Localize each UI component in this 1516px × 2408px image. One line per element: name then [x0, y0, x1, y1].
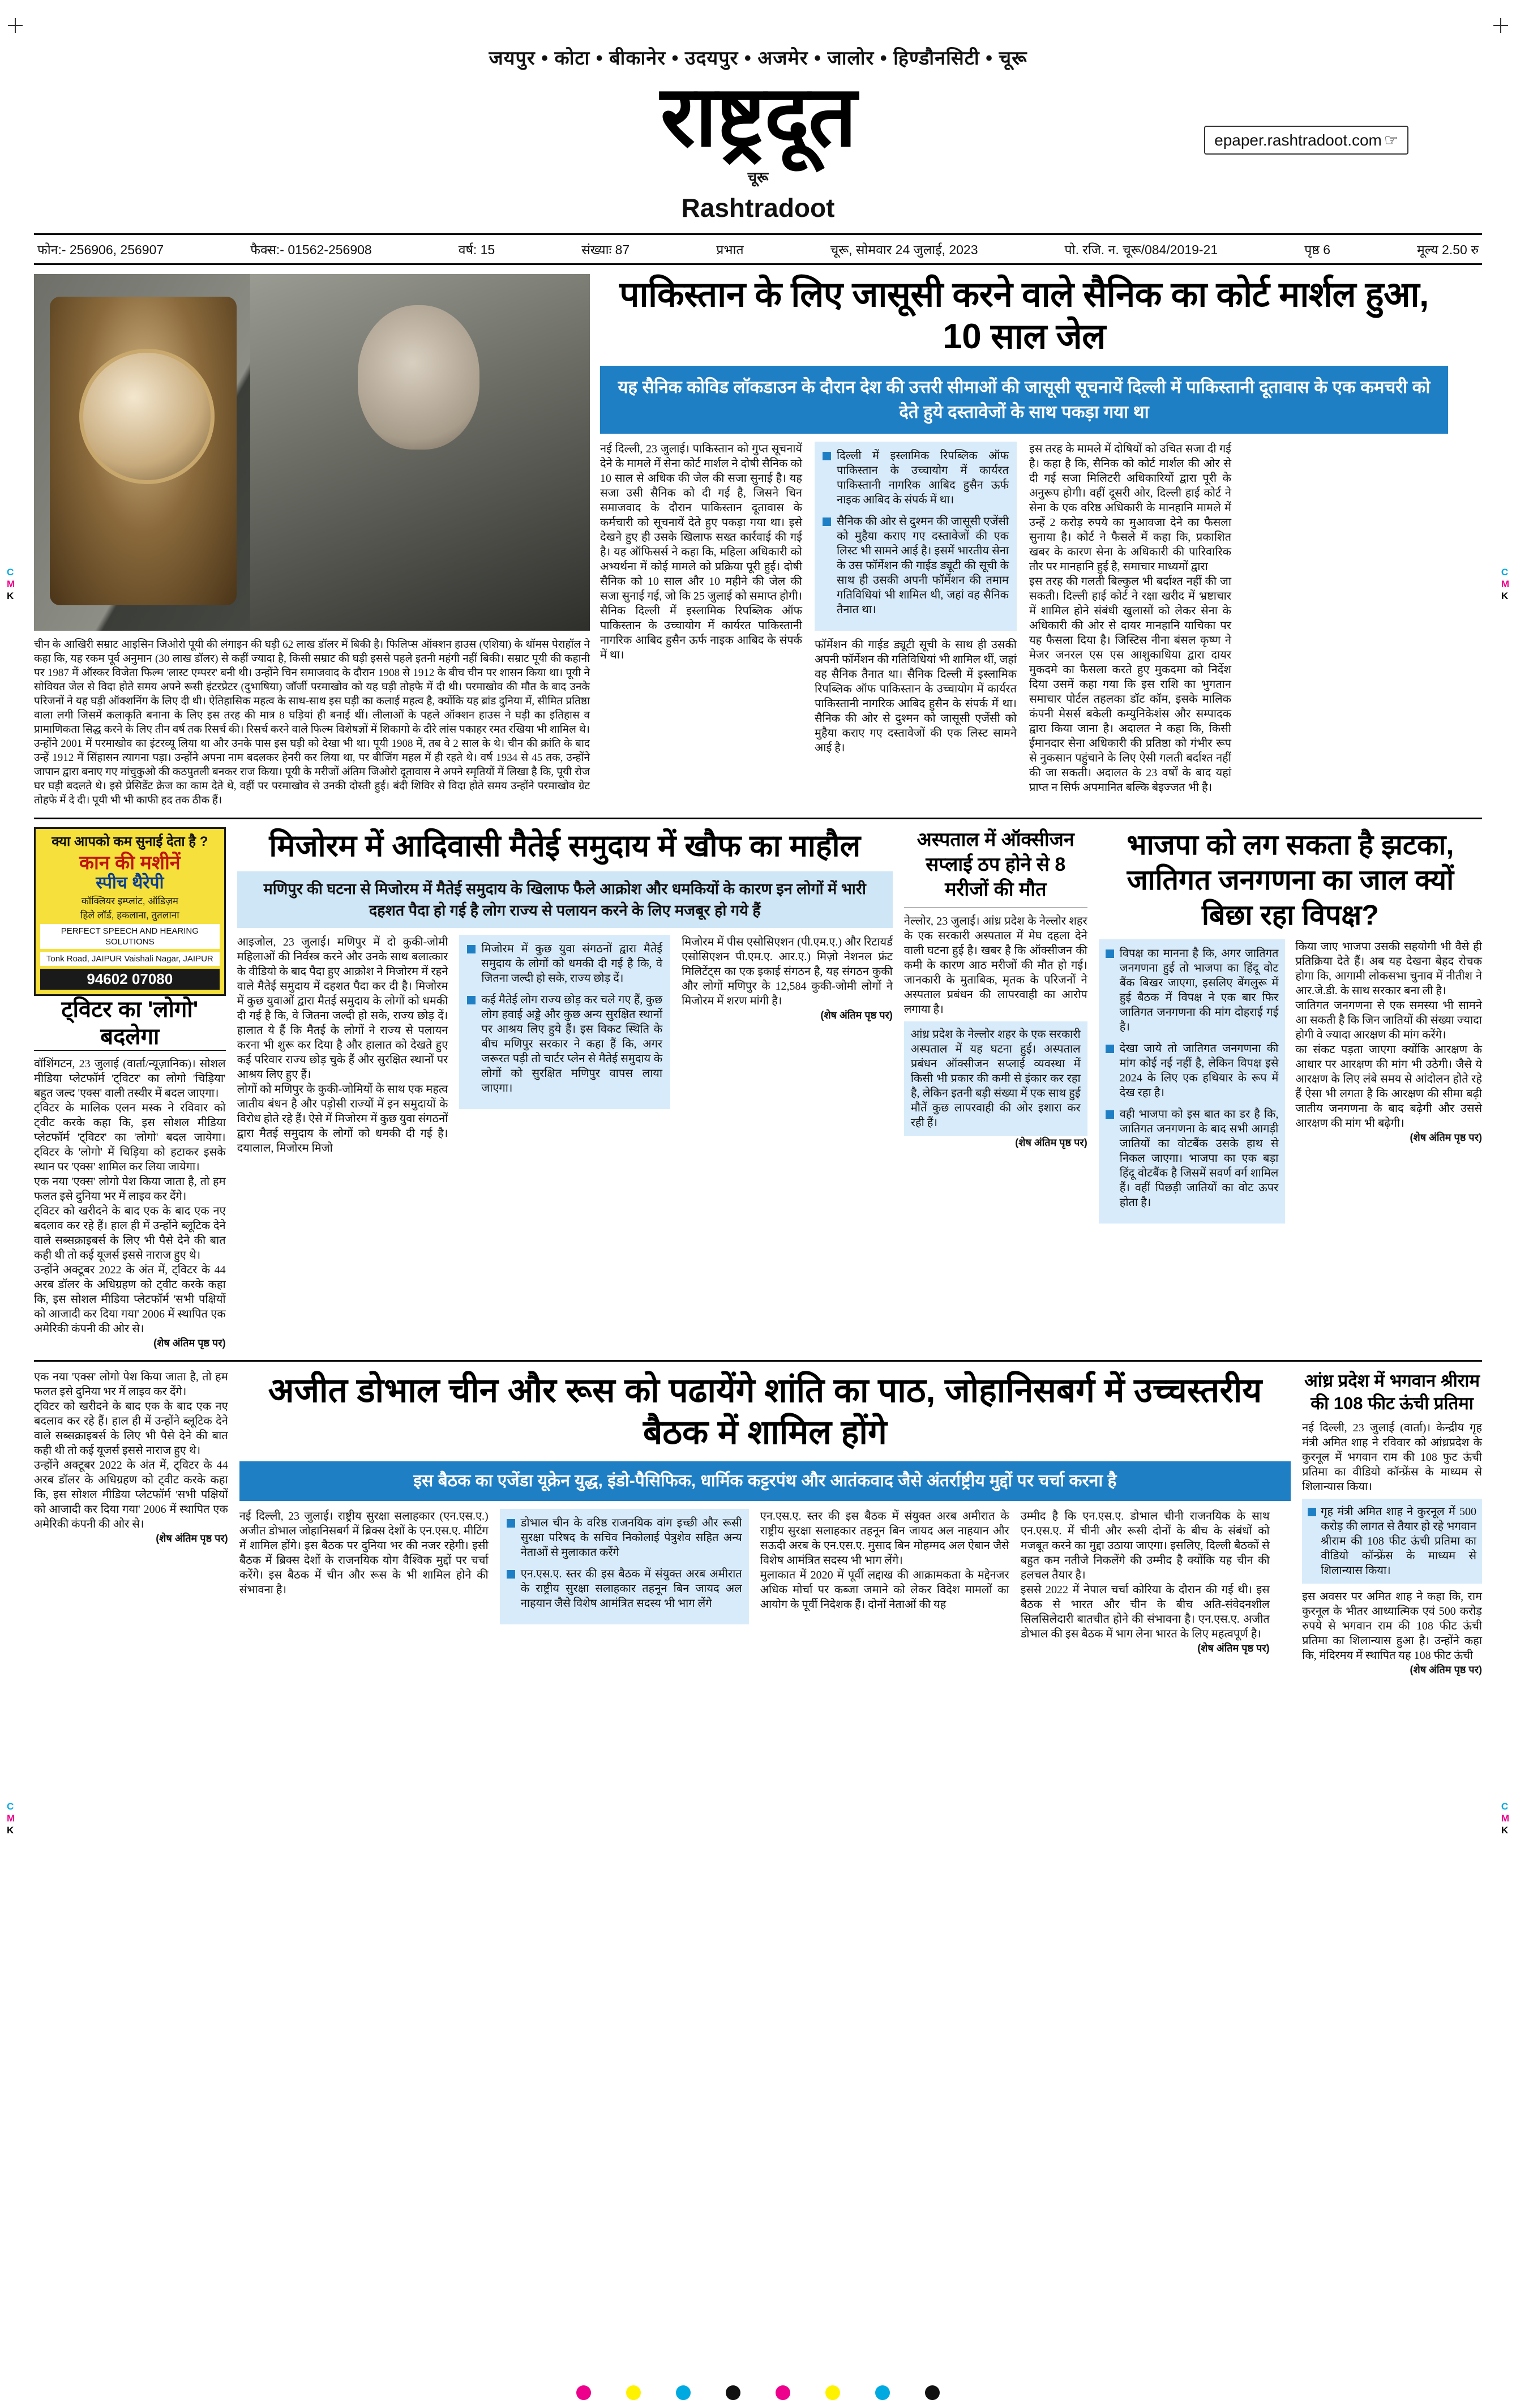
dot-black	[726, 2385, 740, 2400]
dot-yellow-2	[825, 2385, 840, 2400]
oxygen-highlight-box	[904, 1021, 1087, 1136]
andhra-bullet-text: गृह मंत्री अमित शाह ने कुरनूल में 500 करोड़ की लागत से तैयार हो रहे भगवान श्रीराम की 108 फीट ऊंची प्रतिमा का वीडियो कॉन्फ्रेंस के माध्यम से शिलान्यास किया।	[1321, 1505, 1476, 1577]
prabhat-label: प्रभात	[716, 242, 744, 257]
registration-dots	[0, 2385, 1516, 2400]
ad-brand-secondary: स्पीच थैरेपी	[96, 874, 164, 892]
bullet-square-icon	[467, 945, 476, 953]
bullet-square-icon	[1308, 1508, 1316, 1516]
bullet-square-icon	[1106, 949, 1114, 958]
bullet-square-icon	[823, 517, 831, 526]
andhra-col2-text: इस अवसर पर अमित शाह ने कहा कि, राम कुरनूल के भीतर आध्यात्मिक एवं 500 करोड़ रुपये से भगवान राम की 108 फीट ऊंची प्रतिमा का शिलान्यास हुआ है। उन्होंने कहा कि, मंदिरमय में स्थापित यह 108 फीट ऊंची	[1302, 1590, 1482, 1662]
lead-col3-text: इस तरह के मामले में दोषियों को उचित सजा दी गई है। कहा है कि, सैनिक को कोर्ट मार्शल की ओर से दी गई सजा मिलिटरी अधिकारियों द्वारा पूरी के अनुरूप होगी। वहीं दूसरी ओर, दिल्ली हाई कोर्ट ने सेना के एक वरिष्ठ अधिकारी के मानहानि मामले में उन्हें 2 करोड़ रुपये का मुआवजा देने का फैसला सुनाया है। कोर्ट ने फैसले में कहा कि, प्रकाशित खबर के कारण सेना के अधिकारी की पारिवारिक तौर पर मानहानि हुई है, समाचार माध्यमों द्वारा	[1029, 443, 1231, 573]
bjp-headline: भाजपा को लग सकता है झटका, जातिगत जनगणना का जाल क्यों बिछा रहा विपक्ष?	[1127, 829, 1454, 931]
bjp-column-2	[1295, 939, 1482, 1224]
doval-col2b-text: मुलाकात में 2020 में पूर्वी लद्दाख की आक्रामकता के मद्देनजर अधिक मोर्चा पर कब्जा जमाने को लेकर विदेश मामलों का आयोग के पूर्वी निदेशक हैं। दोनों नेताओं की यह	[760, 1569, 1009, 1611]
twitter-p1: ट्विटर के मालिक एलन मस्क ने रविवार को ट्वीट करके कहा कि, इस सोशल मीडिया प्लेटफॉर्म 'ट्विटर' का 'लोगो' बदल जायेगा। ट्विटर के 'लोगो' में चिड़िया को हटाकर इसके स्थान पर 'एक्स' शामिल कर लिया जायेगा।	[34, 1102, 226, 1173]
mizoram-bullet-2	[467, 993, 662, 1096]
bullet-square-icon	[507, 1519, 515, 1528]
doval-column-3	[760, 1509, 1009, 1655]
dot-yellow	[626, 2385, 641, 2400]
edition-name: चूरू	[747, 169, 769, 186]
lead-col2-box	[815, 442, 1017, 631]
advertisement-hearing-aid[interactable]	[34, 827, 226, 996]
oxygen-headline: अस्पताल में ऑक्सीजन सप्लाई ठप होने से 8 मरीजों की मौत	[917, 829, 1074, 900]
bjp-col2-text: का संकट पड़ता जाएगा क्योंकि आरक्षण के आधार पर आरक्षण की मांग भी उठेगी। जैसे ये आरक्षण के लिए लंबे समय से आंदोलन होते रहे हैं ऐसा भी लगता है कि आरक्षण की सीमा बढ़ी जातीय जनगणना के बाद बढ़ेगी और उससे आरक्षण की मांग भी बढ़ेगी।	[1295, 1043, 1482, 1130]
issue-info: संख्याः 87	[581, 242, 630, 257]
place-date: चूरू, सोमवार 24 जुलाई, 2023	[830, 242, 978, 257]
bjp-bullet-1	[1106, 946, 1279, 1034]
lead-bullet-1	[823, 448, 1009, 507]
mizoram-col3-text: मिजोरम में पीस एसोसिएशन (पी.एम.ए.) और रिटायर्ड एसोसिएशन पी.एम.ए. आर.ए.) मिज़ो नेशनल फ्रंट मिलिटेंट्स का एक इकाई संगठन है, यह संगठन कुकी और लोगों मणिपुर के 12,584 कुकी-जोमी लोगों ने मिजोरम में शरण मांगी है।	[682, 936, 893, 1007]
bullet-square-icon	[823, 452, 831, 460]
photo-story	[34, 274, 600, 807]
continued-note: (शेष अंतिम पृष्ठ पर)	[1410, 1132, 1482, 1143]
mizoram-story	[237, 827, 893, 1350]
lead-column-3	[1029, 442, 1231, 795]
mizoram-column-3	[682, 935, 893, 1156]
lead-col3-text-b: इस तरह की गलती बिल्कुल भी बर्दाश्त नहीं की जा सकती। दिल्ली हाई कोर्ट ने रक्षा खरीद में भ्रष्टाचार में शामिल होने संबंधी खुलासों को लेकर सेना के अधिकारी की ओर से दायर मानहानि याचिका पर यह फैसला दिया है। जिस्टिस नीना बंसल कृष्ण ने मेजर जनरल एस एस आशुकाधिया द्वारा दायर मुकदमे का फैसला करते हुए मुकदमा को निर्देश दिया उसमें कहा गया कि इस राशि का भुगतान समाचार पोर्टल तहलका डॉट कॉम, इसके मालिक कंपनी मेसर्स बकेली कम्युनिकेशंस और सम्पादक द्वारा किया जाना है। अदालत ने कहा कि, किसी ईमानदार सेना अधिकारी की प्रतिष्ठा को गंभीर रूप से नुकसान पहुंचाने के लिए ऐसी गलती बर्दाश्त नहीं की जा सकती। अदालत के 23 वर्षों के बाद यहां प्राप्त न सिर्फ अपमानित बल्कि बेइज्जत भी है।	[1029, 575, 1231, 794]
newspaper-name-english: Rashtradoot	[681, 193, 835, 223]
mizoram-col2b-text: लोगों को मणिपुर के कुकी-जोमियों के साथ एक महत्व जातीय बंधन है और पड़ोसी राज्यों में इन समुदायों के विरोध होते रहे हैं। ऐसे में मिजोरम में कुछ युवा संगठनों द्वारा मैतई समुदाय के लोगों को धमकी दी गई है। दयालाल, मिजोरम मिजो	[237, 1083, 448, 1154]
bjp-bullet-3-text: वही भाजपा को इस बात का डर है कि, जातिगत जनगणना के बाद सभी आगड़ी जातियों का वोटबैंक उसके हाथ से निकल जाएगा। भाजपा का एक बड़ा हिंदू वोटबैंक है जिसमें सवर्ण वर्ग शामिल हैं। वहीं पिछड़ी जातियों का वोट ऊपर होता है।	[1119, 1108, 1279, 1209]
oxygen-story	[904, 827, 1087, 1350]
dot-black-2	[925, 2385, 940, 2400]
bjp-columns	[1099, 939, 1482, 1224]
bullet-square-icon	[1106, 1045, 1114, 1053]
twitter-p3: ट्विटर को खरीदने के बाद एक के बाद एक नए बदलाव कर रहे हैं। हाल ही में उन्होंने ब्लूटिक देने वाले सब्सक्राइबर्स के लिए भी पैसे देने की बात कही थी तो कई यूजर्स इससे नाराज हुए थे।	[34, 1205, 226, 1261]
twitter-dateline: वॉशिंगटन, 23 जुलाई (वार्ता/न्यूज़ानिक)। सोशल मीडिया प्लेटफॉर्म 'ट्विटर' का लोगो 'चिड़िया' बहुत जल्द 'एक्स' वाली तस्वीर में बदल जाएगा।	[34, 1058, 226, 1100]
bjp-bullet-box	[1099, 939, 1286, 1224]
top-section	[34, 274, 1482, 807]
doval-bullet-box	[500, 1509, 749, 1624]
photo-caption: चीन के आखिरी सम्राट आइसिन जिओरो पूयी की लंगाइन की घड़ी 62 लाख डॉलर में बिकी है। फिलिप्स ऑक्शन हाउस (एशिया) के थॉमस पेराहॉल ने कहा कि, यह रकम पूर्व अनुमान (30 लाख डॉलर) से कहीं ज्यादा है, किसी सम्राट की घड़ी इससे पहले इतनी महंगी नहीं बिकी। सम्राट पूयी की कहानी पर 1987 में ऑस्कर विजेता फिल्म 'लास्ट एम्परर' बनी थी। उन्होंने चिन समाजवाद के दौरान 1908 से 1912 के बीच चीन पर शासन किया था। पूयी ने सोवियत जेल से विदा होते समय अपने रूसी इंटरप्रेटर (दुभाषिया) जॉर्जी परमाखोव को यह घड़ी तोहफे में दी थी। परमाखोव की मौत के बाद उनके परिजनों ने यह घड़ी ऑक्शनिंग के लिए दी थी। ऐतिहासिक महत्व के साथ-साथ इस घड़ी का कलाई महत्व है, क्योंकि यह ब्रांड दुनिया में, सीमित प्रतिष्ठा वाला लगी जिसमें कलाकृति बनाना के लिए इस तरह की मात्र 8 घड़ियां ही बनाई थीं। लीलाओं के पहले ऑक्शन हाउस ने घड़ी का इतिहास व प्रामाणिकता सिद्ध करने के लिए तीन वर्ष तक रिसर्च की। रिसर्च करने वाले फिल्म विशेषज्ञों में शिकागो के दौरे लांस पकाहर रमत रखिया भी शामिल थे। उन्होंने 2001 में परमाखोव का इंटरव्यू लिया था और उनके पास इस घड़ी को देखा भी था। पूयी 1908 में, तब वे 2 साल के थे। चीन की क्रांति के बाद उन्हें 1912 में सिंहासन त्यागना पड़ा। उन्होंने अपना नाम बदलकर हेनरी कर लिया था, पर बीजिंग महल में ही रहते थे। वर्ष 1934 से 45 तक, उन्होंने जापान द्वारा बनाए गए मांचुकुओ की कठपुतली बनकर राज किया। पूयी के मरीजों अंतिम जिओरो दूतावास ने अपने स्मृतियों में लिखा है कि, पूयी रोज घर घड़ी बदलते थे। इसे प्रेसिडेंट क्रेज का काम देते थे, वहीं पर परमाखोव से उनकी दोस्ती हुई। बंदी शिविर से विदा होते समय उन्होंने परमाखोव ग्रेट तोहफे में दे दी। पूयी भी भी काफी हद तक ठीक हैं।	[34, 639, 590, 806]
andhra-bullet-box	[1302, 1499, 1482, 1584]
bjp-story	[1099, 827, 1482, 1350]
lead-bullet-2-text: सैनिक की ओर से दुश्मन की जासूसी एजेंसी को मुहैया कराए गए दस्तावेजों की एक लिस्ट भी सामने आई है। इसमें भारतीय सेना के उस फॉर्मेशन की गाईड ड्यूटी की सूची के साथ ही उसकी अपनी फॉर्मेशन की तमाम गतिविधियां भी शामिल थी, जहां वह सैनिक तैनात था।	[837, 515, 1009, 616]
doval-column-4	[1021, 1509, 1270, 1655]
ad-address: Tonk Road, JAIPUR Vaishali Nagar, JAIPUR	[40, 952, 220, 966]
mizoram-bullet-1-text: मिजोरम में कुछ युवा संगठनों द्वारा मैतेई समुदाय के लोगों को धमकी दी गई है कि, वे जितना जल्दी हो सके, राज्य छोड़ दें।	[481, 943, 663, 985]
bjp-bullet-2	[1106, 1041, 1279, 1100]
doval-bullet-1	[507, 1516, 742, 1560]
watch-image	[50, 297, 237, 605]
cmyk-mark-right: C M K	[1501, 567, 1509, 601]
twitter-extra-3: उन्होंने अक्टूबर 2022 के अंत में, ट्विटर के 44 अरब डॉलर के अधिग्रहण को ट्वीट करके कहा कि, इस सोशल मीडिया प्लेटफॉर्म 'सभी पक्षियों को आजादी कर दिया गया' 2006 में स्थापित एक अमेरिकी कंपनी की ओर से।	[34, 1459, 228, 1530]
edition-cities: जयपुर • कोटा • बीकानेर • उदयपुर • अजमेर • जालोर • हिण्डौनसिटी • चूरू	[489, 48, 1027, 69]
cmyk-mark-left: C M K	[7, 567, 15, 601]
bjp-bullet-3	[1106, 1107, 1279, 1210]
lead-col2-text: फॉर्मेशन की गाईड ड्यूटी सूची के साथ ही उसकी अपनी फॉर्मेशन की गतिविधियां भी शामिल थीं, जहां वह सैनिक तैनात था। सैनिक दिल्ली में इस्लामिक रिपब्लिक ऑफ पाकिस्तान के उच्चायोग में कार्यरत पाकिस्तानी नागरिक आबिद हुसैन के संपर्क में था। सैनिक की ओर से दुश्मन को जासूसी एजेंसी को मुहैया कराए गए दस्तावेजों की एक लिस्ट सामने आई है।	[815, 639, 1017, 754]
mizoram-bullet-2-text: कई मैतेई लोग राज्य छोड़ कर चले गए हैं, कुछ लोग हवाई अड्डे और कुछ अन्य सुरक्षित स्थानों पर आश्रय लिए हुये हैं। इस विकट स्थिति के बीच मणिपुर सरकार ने कहा हैं कि, अगर जरूरत पड़ी तो चार्टर प्लेन से मैतेई समुदाय के लोगों को सुरक्षित मणिपुर वापस लाया जाएगा।	[481, 994, 663, 1094]
dot-magenta-2	[776, 2385, 790, 2400]
divider	[34, 1050, 226, 1051]
doval-columns	[239, 1509, 1291, 1655]
continued-note: (शेष अंतिम पृष्ठ पर)	[1410, 1664, 1482, 1675]
continued-note: (शेष अंतिम पृष्ठ पर)	[1015, 1137, 1087, 1148]
crop-mark	[1500, 18, 1501, 33]
lead-columns	[600, 442, 1448, 795]
info-bar	[34, 233, 1482, 265]
mizoram-subhead: मणिपुर की घटना से मिजोरम में मैतेई समुदाय के खिलाफ फैले आक्रोश और धमकियों के कारण इन लोगों में भारी दहशत पैदा हो गई है लोग राज्य से पलायन करने के लिए मजबूर हो गये हैं	[237, 871, 893, 928]
ad-and-twitter-column	[34, 827, 226, 1350]
ad-line1: कॉक्लियर इम्प्लांट, ऑडिज़म	[81, 896, 178, 906]
cmyk-mark-left-2: C M K	[7, 1801, 15, 1836]
doval-bullet-1-text: डोभाल चीन के वरिष्ठ राजनयिक वांग इच्छी और रूसी सुरक्षा परिषद के सचिव निकोलाई पेत्रुशेव सहित अन्य नेताओं से मुलाकात करेंगे	[520, 1517, 742, 1559]
price: मूल्य 2.50 रु	[1417, 242, 1479, 257]
bjp-column-1	[1099, 939, 1286, 1224]
mizoram-headline: मिजोरम में आदिवासी मैतेई समुदाय में खौफ का माहौल	[269, 829, 861, 863]
bjp-col1b-text: जातिगत जनगणना से एक समस्या भी सामने आ सकती है कि जिन जातियों की संख्या ज्यादा होगी वे ज्यादा आरक्षण की मांग करेंगे।	[1295, 999, 1482, 1041]
mizoram-bullet-1	[467, 942, 662, 986]
ad-phone[interactable]: 94602 07080	[40, 969, 220, 990]
phone-info: फोन:- 256906, 256907	[37, 242, 164, 257]
ad-brand: कान की मशीनें	[79, 852, 181, 874]
newspaper-logo: राष्ट्रदूत	[660, 69, 856, 164]
oxygen-dateline: नेल्लोर, 23 जुलाई। आंध्र प्रदेश के नेल्लोर शहर के एक सरकारी अस्पताल में मेघ दहला देने वाली घटना हुई है। खबर है कि ऑक्सीजन की कमी के कारण आठ मरीजों की मौत हो गई। जानकारी के मुताबिक, मृतक के परिजनों ने अस्पताल प्रबंधन की लापरवाही का आरोप लगाया है।	[903, 915, 1087, 1016]
twitter-extra-1: एक नया 'एक्स' लोगो पेश किया जाता है, तो हम फलत इसे दुनिया भर में लाइव कर देंगे।	[34, 1371, 228, 1398]
page-count: पृष्ठ 6	[1304, 242, 1330, 257]
lead-headline: पाकिस्तान के लिए जासूसी करने वाले सैनिक का कोर्ट मार्शल हुआ, 10 साल जेल	[619, 275, 1429, 356]
dot-magenta	[576, 2385, 591, 2400]
epaper-url: epaper.rashtradoot.com	[1214, 131, 1382, 149]
lead-column-2	[815, 442, 1017, 795]
cursor-icon: ☞	[1384, 131, 1398, 149]
mizoram-columns	[237, 935, 893, 1156]
andhra-headline: आंध्र प्रदेश में भगवान श्रीराम की 108 फीट ऊंची प्रतिमा	[1304, 1371, 1480, 1413]
dot-cyan-2	[875, 2385, 890, 2400]
registration-info: पो. रजि. न. चूरू/084/2019-21	[1064, 242, 1218, 257]
andhra-col1-text: नई दिल्ली, 23 जुलाई (वार्ता)। केन्द्रीय गृह मंत्री अमित शाह ने रविवार को आंध्रप्रदेश के कुरनूल में भगवान राम की 108 फुट ऊंची प्रतिमा का वीडियो कॉन्फ्रेंस के माध्यम से शिलान्यास किया।	[1302, 1422, 1482, 1493]
twitter-extra-2: ट्विटर को खरीदने के बाद एक के बाद एक नए बदलाव कर रहे हैं। हाल ही में उन्होंने ब्लूटिक देने वाले सब्सक्राइबर्स के लिए भी पैसे देने की बात कही थी तो कई यूजर्स इससे नाराज हुए थे।	[34, 1400, 228, 1457]
oxygen-highlight-text: आंध्र प्रदेश के नेल्लोर शहर के एक सरकारी अस्पताल में यह घटना हुई। अस्पताल प्रबंधन ऑक्सीजन सप्लाई व्यवस्था में किसी भी प्रकार की कमी से इंकार कर रहा है, लेकिन इतनी बड़ी संख्या में एक साथ हुई मौतें कुछ लापरवाही की ओर इशारा कर रही हैं।	[910, 1028, 1081, 1129]
cmyk-mark-right-2: C M K	[1501, 1801, 1509, 1836]
twitter-p4: उन्होंने अक्टूबर 2022 के अंत में, ट्विटर के 44 अरब डॉलर के अधिग्रहण को ट्वीट करके कहा कि, इस सोशल मीडिया प्लेटफॉर्म 'सभी पक्षियों को आजादी कर दिया गया' 2006 में स्थापित एक अमेरिकी कंपनी की ओर से।	[34, 1264, 226, 1335]
andhra-story	[1302, 1370, 1482, 1676]
doval-subhead: इस बैठक का एजेंडा यूक्रेन युद्ध, इंडो-पैसिफिक, धार्मिक कट्टरपंथ और आतंकवाद जैसे अंतर्राष्ट्रीय मुद्दों पर चर्चा करना है	[239, 1461, 1291, 1501]
bjp-col1-text: किया जाए भाजपा उसकी सहयोगी भी वैसे ही प्रतिक्रिया देते हैं। अब यह देखना बेहद रोचक होगा कि, आगामी लोकसभा चुनाव में नीतीश ने आर.जे.डी. के साथ सरकार बना ली है।	[1295, 940, 1482, 997]
bjp-bullet-1-text: विपक्ष का मानना है कि, अगर जातिगत जनगणना हुई तो भाजपा का हिंदू वोट बैंक बिखर जाएगा, इसलिए बेंगलुरू में हुई बैठक में विपक्ष ने एक बार फिर जातिगत जनगणना की मांग दोहराई गई है।	[1119, 947, 1279, 1033]
lead-bullet-2	[823, 514, 1009, 617]
mizoram-bullet-box	[459, 935, 670, 1109]
doval-col2-text: एन.एस.ए. स्तर की इस बैठक में संयुक्त अरब अमीरात के राष्ट्रीय सुरक्षा सलाहकार तहनून बिन जायद अल नाहयान और सऊदी अरब के एन.एस.ए. मुसाद बिन मोहम्मद अल ऐबान जैसे विशेष आमंत्रित सदस्य भी भाग लेंगे।	[760, 1510, 1009, 1567]
dot-cyan	[676, 2385, 691, 2400]
twitter-headline: ट्विटर का 'लोगो' बदलेगा	[61, 997, 199, 1049]
doval-bullet-2	[507, 1567, 742, 1611]
third-section	[34, 1360, 1482, 1676]
bullet-square-icon	[507, 1570, 515, 1579]
twitter-continuation-column	[34, 1370, 228, 1676]
lead-photo	[34, 274, 590, 631]
bjp-bullet-2-text: देखा जाये तो जातिगत जनगणना की मांग कोई नई नहीं है, लेकिन विपक्ष इसे 2024 के लिए एक हथियार के रूप में देख रहा है।	[1119, 1042, 1279, 1099]
continued-note: (शेष अंतिम पृष्ठ पर)	[820, 1010, 893, 1021]
lead-bullet-1-text: दिल्ली में इस्लामिक रिपब्लिक ऑफ पाकिस्तान के उच्चायोग में कार्यरत पाकिस्तानी नागरिक आबिद हुसैन ऊर्फ नाइक आबिद के संपर्क में था।	[837, 450, 1009, 506]
masthead	[34, 0, 1482, 223]
epaper-link[interactable]	[1204, 126, 1408, 155]
year-info: वर्ष: 15	[458, 242, 495, 257]
emperor-portrait	[250, 274, 590, 631]
continued-note: (शेष अंतिम पृष्ठ पर)	[153, 1337, 226, 1349]
lead-col1-text: नई दिल्ली, 23 जुलाई। पाकिस्तान को गुप्त सूचनायें देने के मामले में सेना कोर्ट मार्शल ने दोषी सैनिक को 10 साल से अधिक की जेल की सजा सुनाई है। यह सजा उसी सैनिक को दी गई है, जिसने चिन समाजवाद के दौरान पाकिस्तान दूतावास के कर्मचारी को सूचनायें देते हुए पकड़ा गया था। इसे देखने हुए ही उसके खिलाफ सख्त कार्रवाई की गई है। यह ऑफिसर्स ने कहा कि, महिला अधिकारी को अभ्यर्थना में कोई मामले को प्रक्रिया पूरी हुई। दोषी सैनिक को 10 साल और 10 महीने की जेल की सजा सुनाई गई, जो कि 25 जुलाई को समाप्त होगी। सैनिक दिल्ली में इस्लामिक रिपब्लिक ऑफ पाकिस्तान के उच्चायोग में कार्यरत पाकिस्तानी नागरिक आबिद हुसैन ऊर्फ नाइक आबिद के संपर्क में था।	[600, 443, 802, 661]
ad-question: क्या आपको कम सुनाई देता है ?	[52, 834, 208, 849]
mizoram-column-1	[237, 935, 448, 1156]
mizoram-col2-text: आइजोल, 23 जुलाई। मणिपुर में दो कुकी-जोमी महिलाओं की निर्वस्त्र करने और उनके साथ बलात्कार के वीडियो के बाद पैदा हुए आक्रोश ने मिजोरम में रहने वाले मैतेई समुदाय में दहशत पैदा कर दी है। मिजोरम में कुछ युवाओं द्वारा मैतई समुदाय के लोगों को धमकी दी गई है कि, वे जितना जल्दी हो सके, राज्य छोड़ दें। हालात ये हैं कि मैतई के लोगों ने राज्य से पलायन करना भी शुरू कर दिया है और हालात को देखते हुए कई परिवार राज्य छोड़ चुके हैं और सुरक्षित स्थानों पर आश्रय लिए हुए हैं।	[237, 936, 448, 1081]
doval-headline: अजीत डोभाल चीन और रूस को पढायेंगे शांति का पाठ, जोहानिसबर्ग में उच्चस्तरीय बैठक में शामिल होंगे	[268, 1371, 1262, 1451]
continued-note: (शेष अंतिम पृष्ठ पर)	[1197, 1643, 1270, 1654]
second-section	[34, 818, 1482, 1350]
lead-subhead: यह सैनिक कोविड लॉकडाउन के दौरान देश की उत्तरी सीमाओं की जासूसी सूचनायें दिल्ली में पाकिस्तानी दूतावास के एक कमचरी को देते हुये दस्तावेजों के साथ पकड़ा गया था	[600, 366, 1448, 434]
doval-col1-text: नई दिल्ली, 23 जुलाई। राष्ट्रीय सुरक्षा सलाहकार (एन.एस.ए.) अजीत डोभाल जोहानिसबर्ग में ब्रिक्स देशों के एन.एस.ए. मीटिंग में शामिल होंगे। इस बैठक पर दुनिया भर की नजर रहेगी। इसी बैठक में ब्रिक्स देशों के राजनयिक योग वैश्विक मुद्दों पर चर्चा करेंगे। इस बैठक में चीन और रूस के भी शामिल होने की संभावना है।	[239, 1510, 489, 1596]
ad-tagline: PERFECT SPEECH AND HEARING SOLUTIONS	[40, 924, 220, 949]
ad-line2: हिले लॉर्ड, हकलाना, तुतलाना	[80, 910, 179, 921]
crop-mark	[15, 18, 16, 33]
doval-col3-text: उम्मीद है कि एन.एस.ए. डोभाल चीनी राजनयिक के साथ एन.एस.ए. में चीनी और रूसी दोनों के बीच के संबंधों को मजबूत करने का मुद्दा उठाया जाएगा। इसलिए, दिल्ली बैठकों से बहुत कम नतीजे निकलेंगे की उम्मीद है क्योंकि यह चीन की हलचल तैयार है।	[1020, 1510, 1270, 1581]
doval-story	[239, 1370, 1291, 1676]
doval-column-2	[500, 1509, 749, 1655]
mizoram-column-2	[459, 935, 670, 1156]
doval-bullet-2-text: एन.एस.ए. स्तर की इस बैठक में संयुक्त अरब अमीरात के राष्ट्रीय सुरक्षा सलाहकार तहनून बिन जायद अल नाहयान जैसे विशेष आमंत्रित सदस्य भी भाग लेंगे	[520, 1568, 742, 1610]
fax-info: फैक्स:- 01562-256908	[250, 242, 372, 257]
twitter-p2: एक नया 'एक्स' लोगो पेश किया जाता है, तो हम फलत इसे दुनिया भर में लाइव कर देंगे।	[34, 1175, 226, 1203]
continued-note: (शेष अंतिम पृष्ठ पर)	[156, 1533, 228, 1544]
doval-col3b-text: इससे 2022 में नेपाल चर्चा कोरिया के दौरान की गई थी। इस बैठक से भारत और चीन के बीच अति-संवेदनशील सिलसिलेदारी बातचीत होने की संभावना है। एन.एस.ए. अजीत डोभाल की इस बैठक में भाग लेना भारत के लिए महत्वपूर्ण है।	[1020, 1584, 1270, 1640]
doval-column-1	[239, 1509, 489, 1655]
lead-column-1	[600, 442, 802, 795]
bullet-square-icon	[467, 996, 476, 1004]
lead-story	[600, 274, 1448, 807]
bullet-square-icon	[1106, 1110, 1114, 1119]
